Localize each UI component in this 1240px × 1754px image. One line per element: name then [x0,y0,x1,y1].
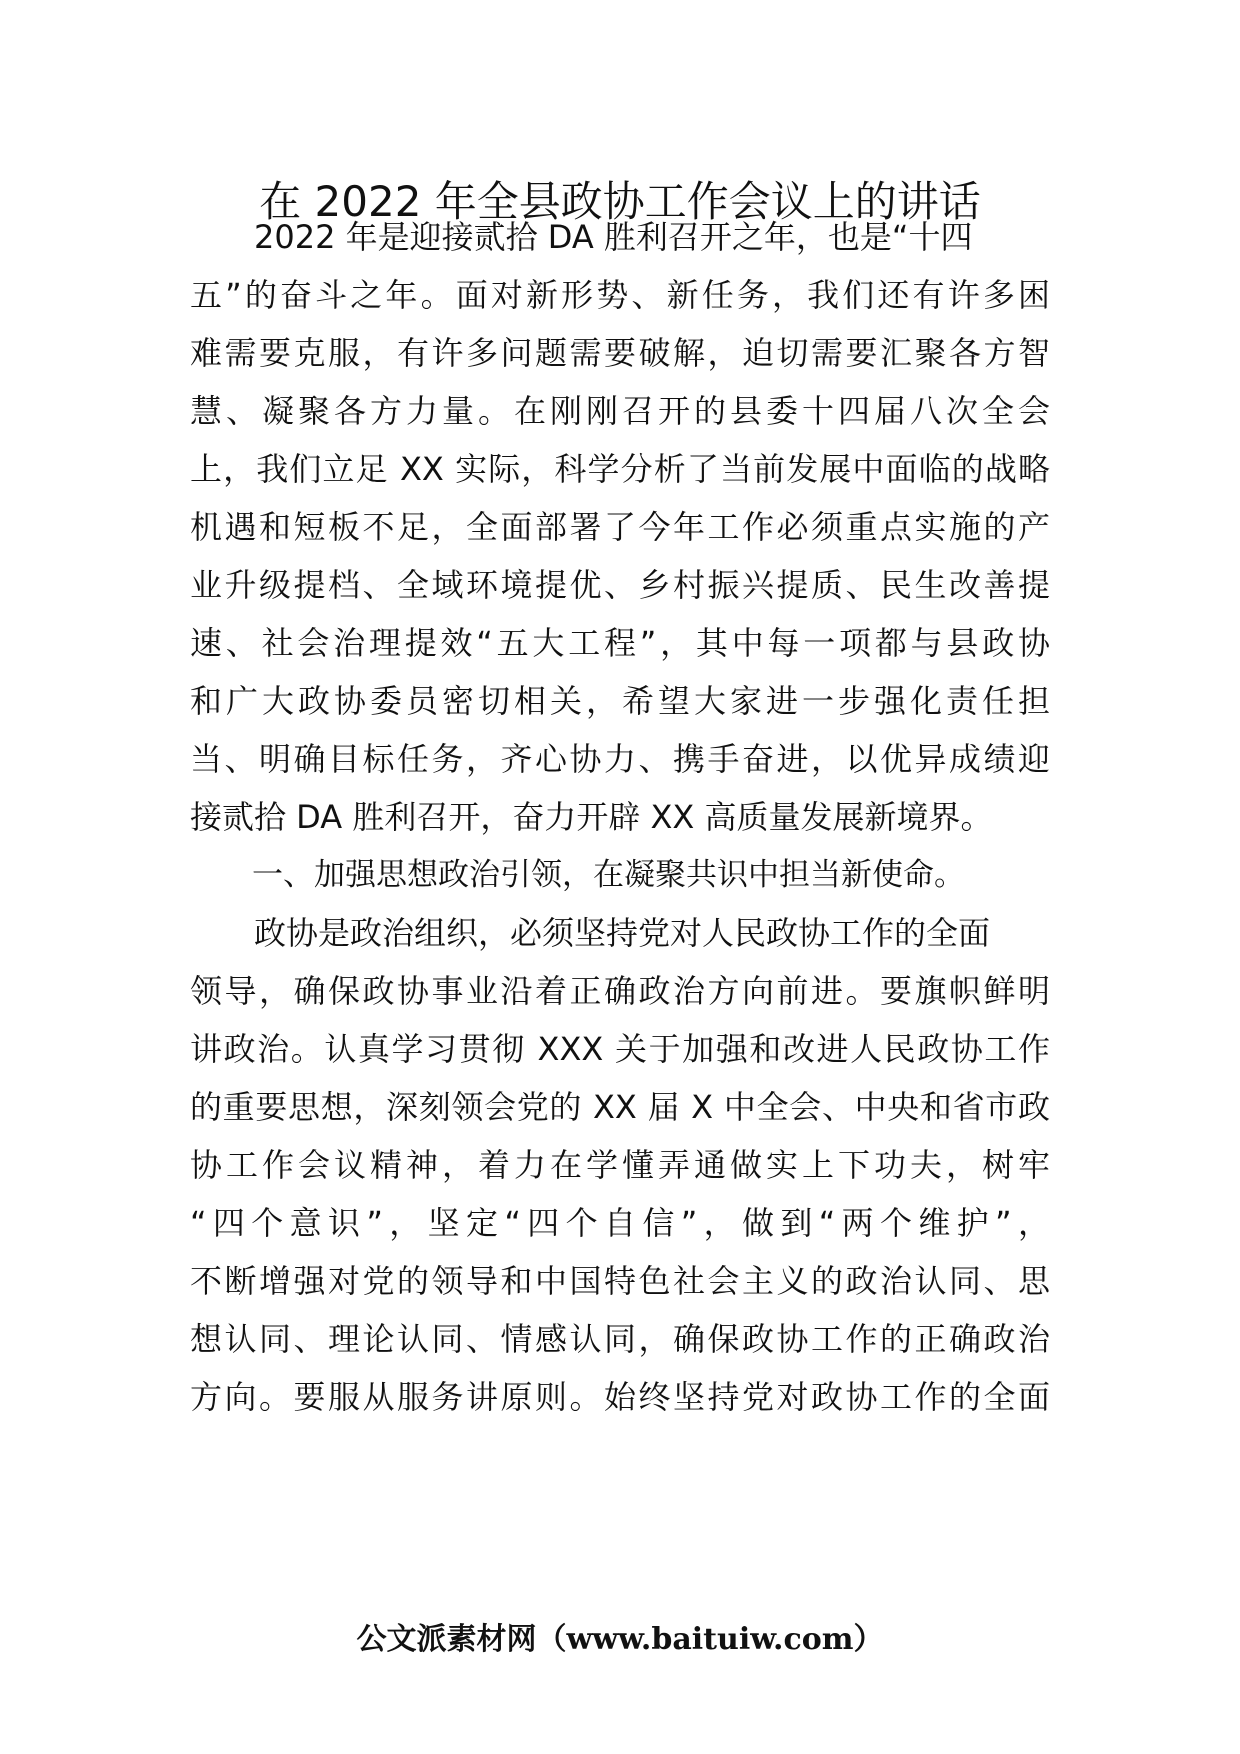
body-line: 2022 年是迎接贰拾 DA 胜利召开之年，也是“十四 [190,218,973,256]
body-line: 和广大政协委员密切相关，希望大家进一步强化责任担 [190,682,1050,720]
body-line: 五”的奋斗之年。面对新形势、新任务，我们还有许多困 [190,276,1050,314]
body-line: “四个意识”，坚定“四个自信”，做到“两个维护”， [190,1204,1050,1242]
body-line: 讲政治。认真学习贯彻 XXX 关于加强和改进人民政协工作 [190,1030,1050,1068]
body-line: 业升级提档、全域环境提优、乡村振兴提质、民生改善提 [190,566,1050,604]
body-line: 领导，确保政协事业沿着正确政治方向前进。要旗帜鲜明 [190,972,1050,1010]
body-line: 当、明确目标任务，齐心协力、携手奋进，以优异成绩迎 [190,740,1050,778]
body-line: 速、社会治理提效“五大工程”，其中每一项都与县政协 [190,624,1050,662]
body-line: 想认同、理论认同、情感认同，确保政协工作的正确政治 [190,1320,1050,1358]
body-line: 慧、凝聚各方力量。在刚刚召开的县委十四届八次全会 [190,392,1050,430]
body-line: 的重要思想，深刻领会党的 XX 届 X 中全会、中央和省市政 [190,1088,1050,1126]
body-line: 方向。要服从服务讲原则。始终坚持党对政协工作的全面 [190,1378,1050,1416]
source-watermark: 公文派素材网（www.baituiw.com） [356,1622,884,1657]
body-line: 机遇和短板不足，全面部署了今年工作必须重点实施的产 [190,508,1050,546]
document-title: 在 2022 年全县政协工作会议上的讲话 [259,177,981,226]
body-line: 上，我们立足 XX 实际，科学分析了当前发展中面临的战略 [190,450,1050,488]
body-line: 政协是政治组织，必须坚持党对人民政协工作的全面 [190,914,991,952]
body-line: 接贰拾 DA 胜利召开，奋力开辟 XX 高质量发展新境界。 [190,798,993,836]
section-heading: 一、加强思想政治引领，在凝聚共识中担当新使命。 [190,857,965,893]
body-line: 不断增强对党的领导和中国特色社会主义的政治认同、思 [190,1262,1050,1300]
body-line: 协工作会议精神，着力在学懂弄通做实上下功夫，树牢 [190,1146,1050,1184]
body-line: 难需要克服，有许多问题需要破解，迫切需要汇聚各方智 [190,334,1050,372]
